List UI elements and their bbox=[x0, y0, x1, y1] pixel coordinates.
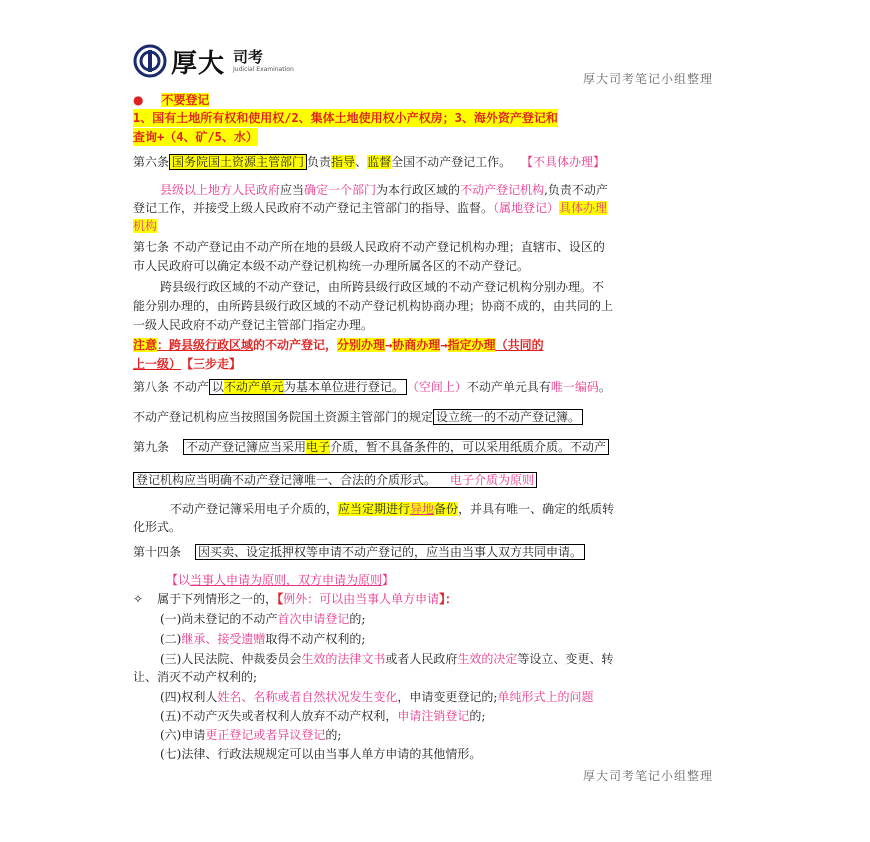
art9-l3d: 备份 bbox=[434, 502, 459, 516]
art9-d: 介质，暂不具备条件的，可以采用纸质介质。不动产 bbox=[330, 440, 607, 454]
note-k: 【三步走】 bbox=[187, 357, 242, 371]
bullet-icon: ● bbox=[133, 93, 144, 107]
item-2-a: (二) bbox=[160, 632, 182, 646]
logo-text: 厚大 bbox=[171, 48, 226, 79]
art9-c: 电子 bbox=[306, 440, 331, 454]
art9-line-2 bbox=[133, 471, 537, 489]
art9-line-1 bbox=[133, 438, 609, 456]
art8-b: 以 bbox=[211, 380, 224, 394]
p1-l1c: 确定一个部门 bbox=[304, 183, 377, 197]
item-5-a: (五)不动产灭失或者权利人放弃不动产权利， bbox=[160, 709, 398, 723]
p1-l2b: （属地登记） bbox=[493, 201, 560, 215]
art9-l3e: ，并具有唯一、确定的纸质转 bbox=[458, 502, 615, 516]
item-3-cont: 让、消灭不动产权利的; bbox=[133, 670, 258, 684]
art9-b: 不动产登记簿应当采用 bbox=[186, 440, 307, 454]
art14-b: 因买卖、设定抵押权等申请不动产登记的，应当由当事人双方共同申请。 bbox=[195, 544, 585, 560]
art8-line-1 bbox=[133, 378, 611, 396]
item-5-b: 申请注销登记 bbox=[397, 709, 470, 723]
art7-line-1: 第七条 不动产登记由不动产所在地的县级人民政府不动产登记机构办理；直辖市、设区的 bbox=[133, 240, 605, 254]
art7-line-5: 一级人民政府不动产登记主管部门指定办理。 bbox=[133, 318, 374, 332]
art6-c: 、 bbox=[355, 155, 368, 169]
note-h: 指定办理 bbox=[447, 338, 496, 352]
art9-l3c: 异地 bbox=[410, 502, 435, 516]
item-4-b: 姓名、名称或者自然状况发生变化 bbox=[217, 690, 398, 704]
p1-line-1 bbox=[160, 181, 608, 199]
art9-line-4: 化形式。 bbox=[133, 520, 182, 534]
item-4-a: (四)权利人 bbox=[160, 690, 218, 704]
art6-d: 监督 bbox=[367, 155, 392, 169]
art14-intro-b: 【 bbox=[277, 592, 284, 606]
note-e: → bbox=[385, 338, 393, 352]
p1-l2a: 登记工作，并接受上级人民政府不动产登记主管部门的指导、监督。 bbox=[133, 201, 494, 215]
art6-e: 全国不动产登记工作。 bbox=[391, 155, 512, 169]
art9-l3a: 不动产登记簿采用电子介质的， bbox=[170, 502, 339, 516]
art6-tag: 【不具体办理】 bbox=[520, 155, 605, 169]
heading-title-line bbox=[133, 91, 209, 109]
art14-intro-a: 属于下列情形之一的， bbox=[157, 592, 278, 606]
art6-b: 指导 bbox=[331, 155, 356, 169]
note-g: → bbox=[440, 338, 448, 352]
item-1-c: 的; bbox=[349, 612, 366, 626]
art14-intro bbox=[133, 590, 457, 608]
item-3-e: 等设立、变更、转 bbox=[517, 652, 614, 666]
art7-line-3: 跨县级行政区域的不动产登记，由所跨县级行政区域的不动产登记机构分别办理。不 bbox=[160, 280, 605, 294]
art14-principle-b: 当事人申请为原则，双方申请为原则 bbox=[190, 573, 383, 587]
art9-l2-box bbox=[133, 472, 537, 488]
art14-a: 第十四条 bbox=[133, 545, 182, 559]
note-line-2 bbox=[133, 355, 241, 373]
logo-en-text: Judicial Examination bbox=[233, 65, 294, 73]
note-j: 上一级） bbox=[133, 357, 182, 371]
diamond-icon: ✧ bbox=[133, 592, 144, 606]
art9-a: 第九条 bbox=[133, 440, 170, 454]
art6-a: 负责 bbox=[307, 155, 332, 169]
art9-l2: 登记机构应当明确不动产登记簿唯一、合法的介质形式。 bbox=[136, 473, 437, 487]
item-4 bbox=[160, 688, 593, 706]
note-c: 的不动产登记， bbox=[253, 338, 338, 352]
item-7 bbox=[160, 745, 481, 763]
item-3-b: 生效的法律文书 bbox=[301, 652, 386, 666]
item-3-d: 生效的决定 bbox=[457, 652, 518, 666]
logo-sub-text: 司考 bbox=[233, 47, 264, 66]
note-b: ：跨县级行政区域 bbox=[157, 338, 254, 352]
item-2-c: 取得不动产权利的; bbox=[265, 632, 366, 646]
p1-l1f: ,负责不动产 bbox=[544, 183, 608, 197]
logo bbox=[133, 44, 294, 78]
art14-intro-d: 】： bbox=[439, 592, 458, 606]
watermark-top: 厚大司考笔记小组整理 bbox=[583, 72, 714, 86]
art7-line-2: 市人民政府可以确定本级不动产登记机构统一办理所属各区的不动产登记。 bbox=[133, 259, 530, 273]
note-f: 协商办理 bbox=[392, 338, 441, 352]
item-6-a: (六)申请 bbox=[160, 728, 206, 742]
item-1 bbox=[160, 610, 365, 628]
art8-l2a: 不动产登记机构应当按照国务院国土资源主管部门的规定 bbox=[133, 410, 434, 424]
note-d: 分别办理 bbox=[337, 338, 386, 352]
p1-l1e: 不动产登记机构 bbox=[460, 183, 545, 197]
art8-f: 不动产单元具有 bbox=[466, 380, 551, 394]
item-7-a: (七)法律、行政法规规定可以由当事人单方申请的其他情形。 bbox=[160, 747, 482, 761]
art14-principle-a: 【以 bbox=[166, 573, 191, 587]
p1-l3: 机构 bbox=[133, 219, 158, 233]
art8-h: 。 bbox=[598, 380, 611, 394]
item-1-b: 首次申请登记 bbox=[277, 612, 350, 626]
item-6 bbox=[160, 726, 341, 744]
logo-subtitle bbox=[233, 47, 294, 73]
art8-e: （空间上） bbox=[412, 380, 467, 394]
item-3 bbox=[160, 650, 613, 668]
item-3-c: 或者人民政府 bbox=[385, 652, 458, 666]
art14-line-1 bbox=[133, 543, 585, 561]
item-1-a: (一)尚未登记的不动产 bbox=[160, 612, 278, 626]
art8-line-2 bbox=[133, 408, 583, 426]
art8-box bbox=[209, 379, 407, 395]
art8-d: 为基本单位进行登记。 bbox=[283, 380, 404, 394]
art8-l2b: 设立统一的不动产登记簿。 bbox=[433, 409, 583, 425]
art9-l2b: 电子介质为原则 bbox=[450, 473, 535, 487]
art9-line-3 bbox=[170, 500, 614, 518]
watermark-bottom: 厚大司考笔记小组整理 bbox=[583, 769, 714, 783]
p1-line-3 bbox=[133, 217, 157, 235]
logo-mark-icon bbox=[133, 44, 167, 78]
p1-l1d: 为本行政区域的 bbox=[376, 183, 461, 197]
item-6-b: 更正登记或者异议登记 bbox=[205, 728, 326, 742]
heading-line-2: 查询+（4、矿/5、水） bbox=[133, 130, 258, 144]
art8-a: 第八条 不动产 bbox=[133, 380, 209, 394]
note-line-1 bbox=[133, 336, 544, 354]
art8-g: 唯一编码 bbox=[550, 380, 599, 394]
p1-l2c: 具体办理 bbox=[559, 201, 608, 215]
art14-principle-c: 】 bbox=[382, 573, 395, 587]
p1-l1a: 县级以上地方人民政府 bbox=[160, 183, 281, 197]
item-3-a: (三)人民法院、仲裁委员会 bbox=[160, 652, 302, 666]
note-a: 注意 bbox=[133, 338, 158, 352]
item-5 bbox=[160, 707, 485, 725]
item-2 bbox=[160, 630, 365, 648]
art14-principle bbox=[166, 571, 394, 589]
art6-prefix: 第六条 bbox=[133, 155, 170, 169]
art6-box: 国务院国土资源主管部门 bbox=[169, 154, 307, 170]
item-4-c: ，申请变更登记的; bbox=[397, 690, 498, 704]
heading-title: 不要登记 bbox=[161, 93, 210, 107]
note-i: （共同的 bbox=[495, 338, 544, 352]
item-6-c: 的; bbox=[325, 728, 342, 742]
item-2-b: 继承、接受遗赠 bbox=[181, 632, 266, 646]
p1-line-2 bbox=[133, 199, 607, 217]
art8-c: 不动产单元 bbox=[223, 380, 284, 394]
art9-l3b: 应当定期进行 bbox=[338, 502, 411, 516]
item-4-d: 单纯形式上的问题 bbox=[497, 690, 594, 704]
heading-line-1: 1、国有土地所有权和使用权/2、集体土地使用权小产权房；3、海外资产登记和 bbox=[133, 111, 558, 125]
art7-line-4: 能分别办理的，由所跨县级行政区域的不动产登记机构协商办理；协商不成的，由共同的上 bbox=[133, 299, 614, 313]
art14-intro-c: 例外：可以由当事人单方申请 bbox=[283, 592, 440, 606]
item-5-c: 的; bbox=[469, 709, 486, 723]
article-6-line bbox=[133, 153, 605, 171]
p1-l1b: 应当 bbox=[280, 183, 305, 197]
art9-box bbox=[183, 439, 609, 455]
